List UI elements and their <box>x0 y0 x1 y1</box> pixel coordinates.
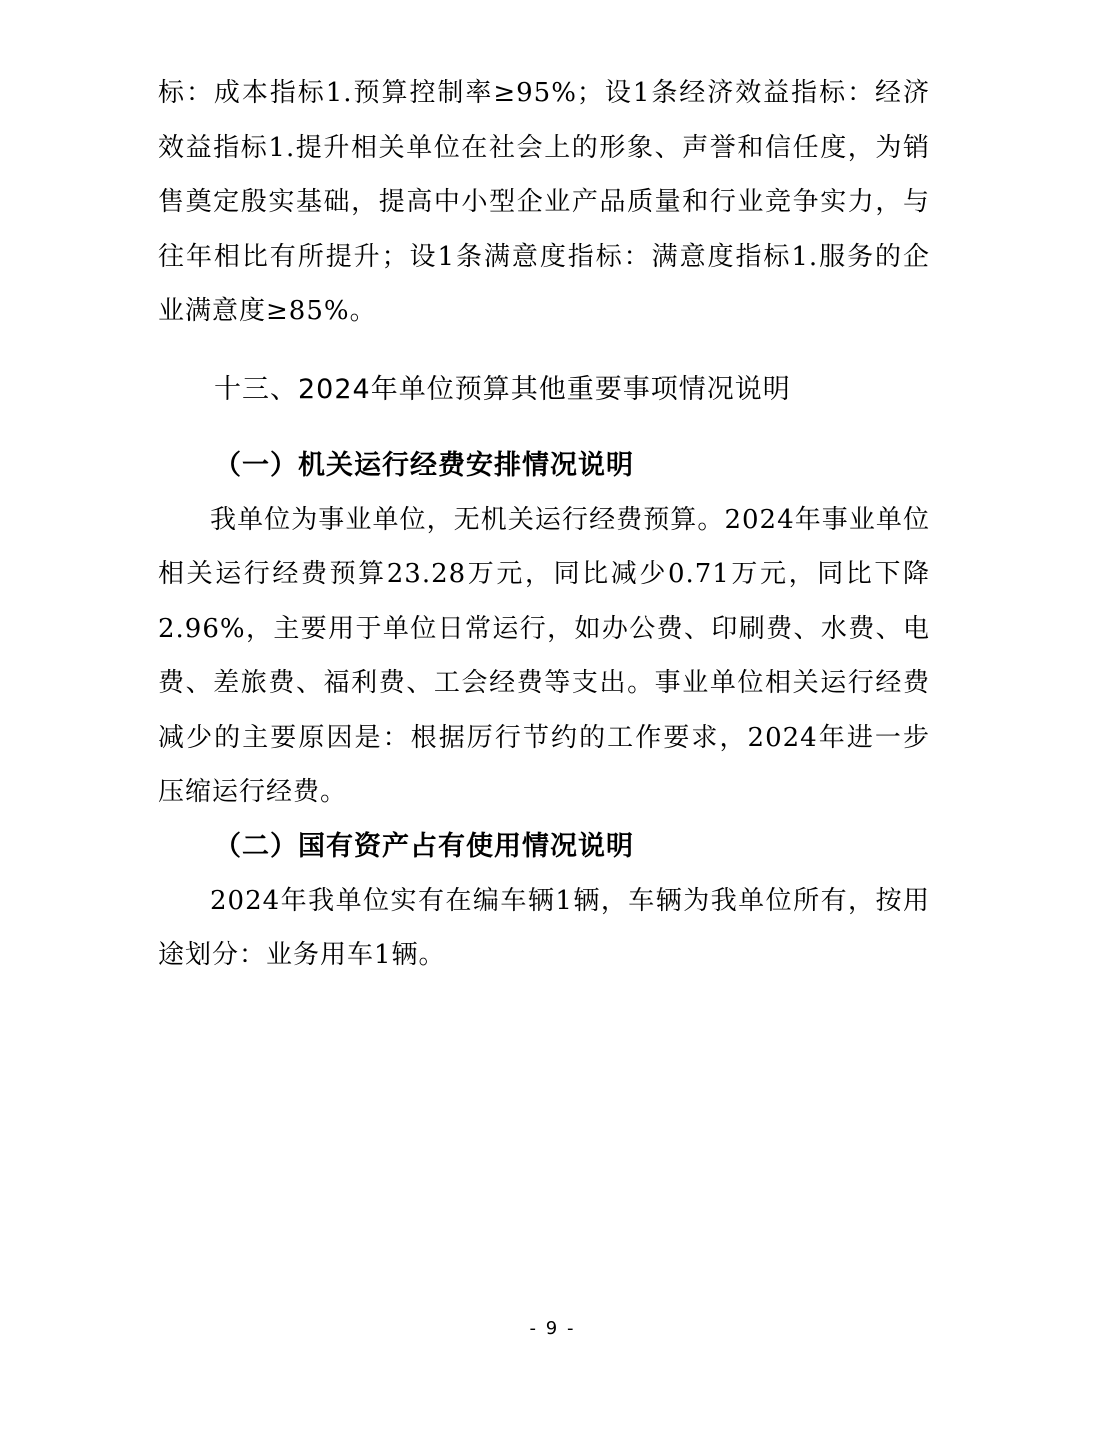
page-number: - 9 - <box>529 1318 576 1339</box>
paragraph-operating-expenses: 我单位为事业单位，无机关运行经费预算。2024年事业单位相关运行经费预算23.28万元，同比减少0.71万元，同比下降2.96%，主要用于单位日常运行，如办公费、印刷费、水费、电费、差旅费、福利费、工会经费等支出。事业单位相关运行经费减少的主要原因是：根据厉行节约的工作要求，2024年进一步压缩运行经费。 <box>158 504 930 807</box>
page-content <box>158 66 930 983</box>
paragraph-state-assets: 2024年我单位实有在编车辆1辆，车辆为我单位所有，按用途划分：业务用车1辆。 <box>158 885 930 970</box>
subsection-heading-operating-expenses: （一）机关运行经费安排情况说明 <box>214 449 634 481</box>
section-heading-13: 十三、2024年单位预算其他重要事项情况说明 <box>214 373 791 405</box>
subsection-heading-state-assets: （二）国有资产占有使用情况说明 <box>214 830 634 862</box>
paragraph-performance-indicators: 标：成本指标1.预算控制率≥95%；设1条经济效益指标：经济效益指标1.提升相关单位在社会上的形象、声誉和信任度，为销售奠定殷实基础，提高中小型企业产品质量和行业竞争实力，与往年相比有所提升；设1条满意度指标：满意度指标1.服务的企业满意度≥85%。 <box>158 78 930 326</box>
